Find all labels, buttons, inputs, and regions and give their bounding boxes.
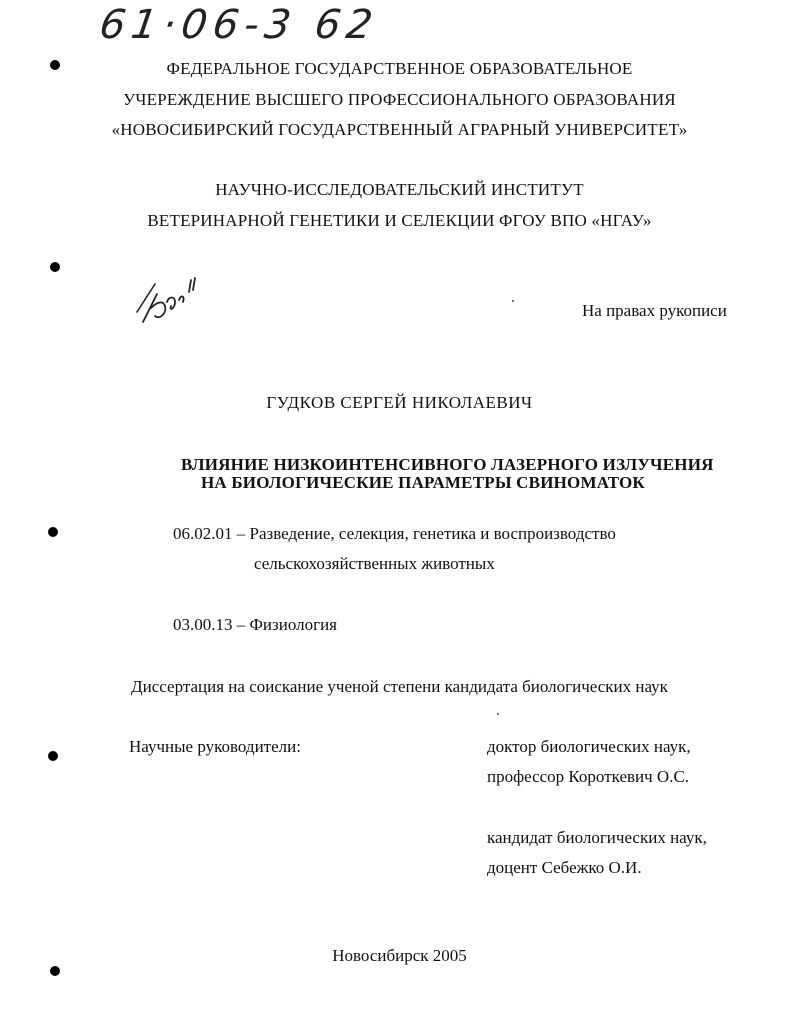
supervisor-2-degree: кандидат биологических наук, (487, 828, 707, 847)
manuscript-rights-note: На правах рукописи (582, 301, 727, 320)
archive-handwritten-number: 61·06-3 62 (96, 2, 382, 48)
binder-hole (50, 966, 60, 976)
dissertation-title-line-2: НА БИОЛОГИЧЕСКИЕ ПАРАМЕТРЫ СВИНОМАТОК (201, 473, 645, 492)
signature-scribble (135, 272, 205, 332)
supervisor-1-name: профессор Короткевич О.С. (487, 767, 690, 786)
dissertation-degree-statement: Диссертация на соискание ученой степени кандидата биологических наук (131, 677, 668, 696)
header-line-2: УЧЕРЕЖДЕНИЕ ВЫСШЕГО ПРОФЕССИОНАЛЬНОГО ОБРАЗОВАНИЯ (123, 90, 676, 109)
binder-hole (48, 751, 58, 761)
binder-hole (48, 527, 58, 537)
institute-line-2: ВЕТЕРИНАРНОЙ ГЕНЕТИКИ И СЕЛЕКЦИИ ФГОУ ВПО «НГАУ» (147, 211, 652, 230)
dissertation-title-line-1: ВЛИЯНИЕ НИЗКОИНТЕНСИВНОГО ЛАЗЕРНОГО ИЗЛУЧЕНИЯ (181, 455, 714, 474)
scan-speck (512, 300, 514, 302)
supervisors-label: Научные руководители: (129, 737, 301, 756)
author-name: ГУДКОВ СЕРГЕЙ НИКОЛАЕВИЧ (266, 393, 533, 412)
supervisor-2-name: доцент Себежко О.И. (487, 858, 642, 877)
institute-line-1: НАУЧНО-ИССЛЕДОВАТЕЛЬСКИЙ ИНСТИТУТ (215, 180, 584, 199)
binder-hole (50, 262, 60, 272)
header-line-1: ФЕДЕРАЛЬНОЕ ГОСУДАРСТВЕННОЕ ОБРАЗОВАТЕЛЬНОЕ (166, 59, 633, 78)
scan-speck (497, 713, 499, 715)
specialty-2: 03.00.13 – Физиология (173, 615, 337, 634)
supervisor-1-degree: доктор биологических наук, (487, 737, 691, 756)
header-line-3: «НОВОСИБИРСКИЙ ГОСУДАРСТВЕННЫЙ АГРАРНЫЙ УНИВЕРСИТЕТ» (111, 120, 688, 139)
city-year: Новосибирск 2005 (332, 946, 467, 965)
specialty-1-continuation: сельскохозяйственных животных (254, 554, 495, 573)
specialty-1: 06.02.01 – Разведение, селекция, генетика и воспроизводство (173, 524, 616, 543)
